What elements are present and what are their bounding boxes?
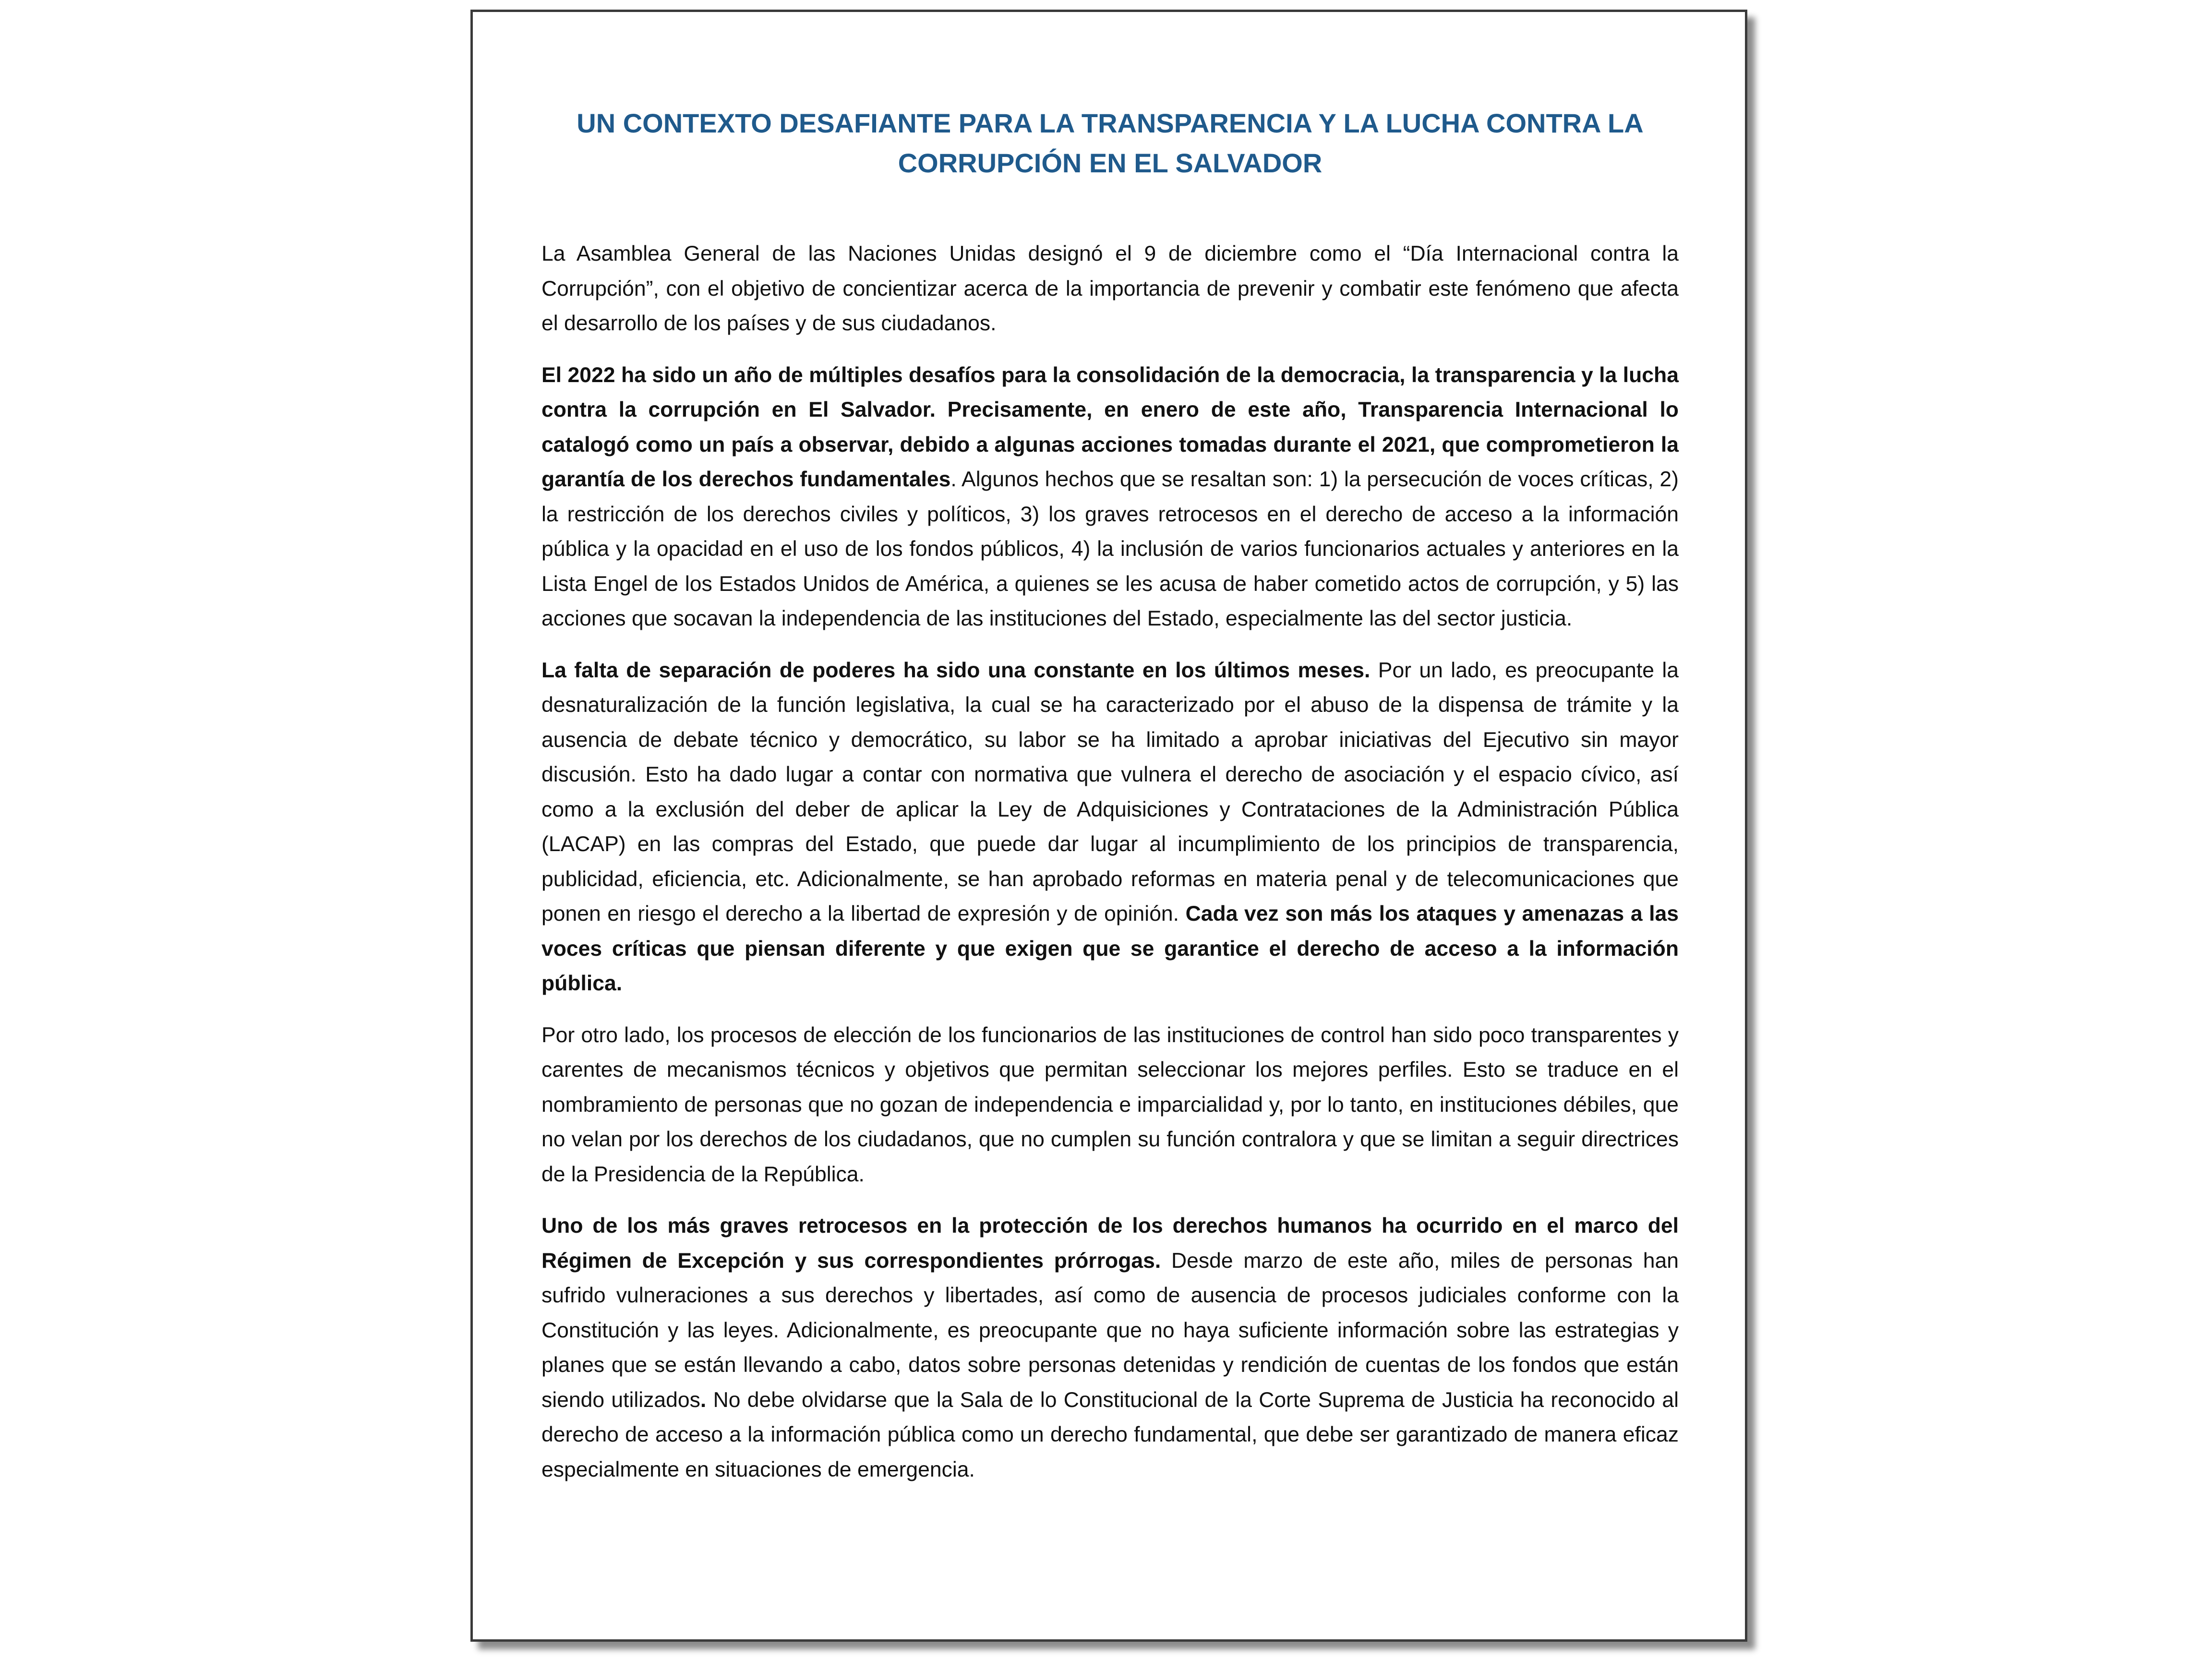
document-page — [470, 10, 1747, 1642]
paragraph-bold-text: La falta de separación de poderes ha sido una constante en los últimos meses. — [541, 658, 1370, 682]
paragraph-text: Por otro lado, los procesos de elección de los funcionarios de las instituciones de control han sido poco transparentes y carentes de mecanismos técnicos y objetivos que permitan seleccionar los mejores perfiles. Esto se traduce en el nombramiento de personas que no gozan de independencia e imparcialidad y, por lo tanto, en instituciones débiles, que no velan por los derechos de los ciudadanos, que no cumplen su función contralora y que se limitan a seguir directrices de la Presidencia de la República. — [541, 1023, 1679, 1186]
document-title: UN CONTEXTO DESAFIANTE PARA LA TRANSPARENCIA Y LA LUCHA CONTRA LA CORRUPCIÓN EN EL SALVADOR — [577, 108, 1644, 178]
paragraph-bold-text: . — [700, 1388, 707, 1412]
paragraph-bold-text: Uno de los más graves retrocesos en la protección de los derechos humanos ha ocurrido en el marco del Régimen de Excepción y sus correspondientes prórrogas. — [541, 1214, 1679, 1273]
paragraph-bold-text: Cada vez son más los ataques y amenazas a las voces críticas que piensan diferente y que exigen que se garantice el derecho de acceso a la información pública. — [541, 902, 1679, 995]
paragraph-bold-text: El 2022 ha sido un año de múltiples desafíos para la consolidación de la democracia, la transparencia y la lucha contra la corrupción en El Salvador. Precisamente, en enero de este año, Transparencia Internacional lo catalogó como un país a observar, debido a algunas acciones tomadas durante el 2021, que comprometieron la garantía de los derechos fundamentales — [541, 363, 1679, 491]
paragraph-5 — [541, 1209, 1679, 1487]
paragraph-2 — [541, 358, 1679, 637]
paragraph-text: La Asamblea General de las Naciones Unidas designó el 9 de diciembre como el “Día Internacional contra la Corrupción”, con el objetivo de concientizar acerca de la importancia de prevenir y combatir este fenómeno que afecta el desarrollo de los países y de sus ciudadanos. — [541, 242, 1679, 335]
paragraph-text: Por un lado, es preocupante la desnaturalización de la función legislativa, la cual se ha caracterizado por el abuso de la dispensa de trámite y la ausencia de debate técnico y democrático, su labor se ha limitado a aprobar iniciativas del Ejecutivo sin mayor discusión. Esto ha dado lugar a contar con normativa que vulnera el derecho de asociación y el espacio cívico, así como a la exclusión del deber de aplicar la Ley de Adquisiciones y Contrataciones de la Administración Pública (LACAP) en las compras del Estado, que puede dar lugar al incumplimiento de los principios de transparencia, publicidad, eficiencia, etc. Adicionalmente, se han aprobado reformas en materia penal y de telecomunicaciones que ponen en riesgo el derecho a la libertad de expresión y de opinión. — [541, 658, 1679, 926]
paragraph-text: Desde marzo de este año, miles de personas han sufrido vulneraciones a sus derechos y libertades, así como de ausencia de procesos judiciales conforme con la Constitución y las leyes. Adicionalmente, es preocupante que no haya suficiente información sobre las estrategias y planes que se están llevando a cabo, datos sobre personas detenidas y rendición de cuentas de los fondos que están siendo utilizados — [541, 1249, 1679, 1412]
paragraph-text: . Algunos hechos que se resaltan son: 1) la persecución de voces críticas, 2) la restricción de los derechos civiles y políticos, 3) los graves retrocesos en el derecho de acceso a la información pública y la opacidad en el uso de los fondos públicos, 4) la inclusión de varios funcionarios actuales y anteriores en la Lista Engel de los Estados Unidos de América, a quienes se les acusa de haber cometido actos de corrupción, y 5) las acciones que socavan la independencia de las instituciones del Estado, especialmente las del sector justicia. — [541, 468, 1679, 630]
paragraph-3 — [541, 653, 1679, 1001]
paragraph-1 — [541, 237, 1679, 341]
paragraph-text: No debe olvidarse que la Sala de lo Constitucional de la Corte Suprema de Justicia ha reconocido al derecho de acceso a la información pública como un derecho fundamental, que debe ser garantizado de manera eficaz especialmente en situaciones de emergencia. — [541, 1388, 1679, 1481]
paragraph-4 — [541, 1018, 1679, 1192]
document-content — [541, 103, 1679, 1504]
